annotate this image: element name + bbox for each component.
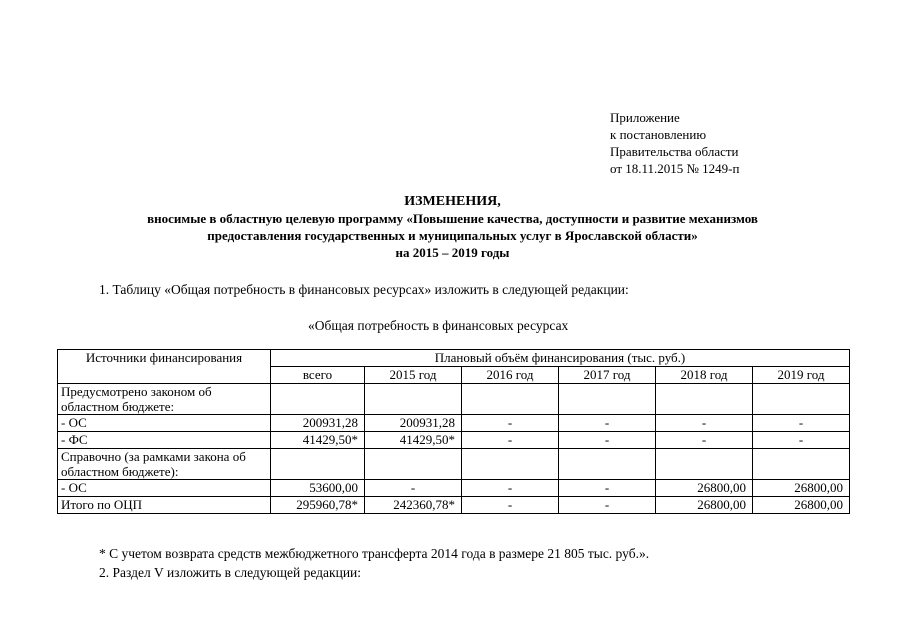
title-line-3: на 2015 – 2019 годы bbox=[395, 245, 510, 260]
header-col: 2019 год bbox=[753, 367, 850, 384]
header-planned: Плановый объём финансирования (тыс. руб.) bbox=[271, 350, 850, 367]
table-cell: 200931,28 bbox=[365, 415, 462, 432]
table-cell: - bbox=[656, 432, 753, 449]
table-cell: - bbox=[753, 432, 850, 449]
document-title bbox=[0, 193, 905, 261]
table-cell bbox=[656, 449, 753, 480]
appendix-line: Приложение bbox=[610, 110, 680, 125]
table-cell bbox=[753, 384, 850, 415]
row-label: - ОС bbox=[58, 415, 271, 432]
table-cell: 200931,28 bbox=[271, 415, 365, 432]
row-label: - ФС bbox=[58, 432, 271, 449]
table-cell bbox=[271, 449, 365, 480]
appendix-line: Правительства области bbox=[610, 144, 739, 159]
header-col: 2017 год bbox=[559, 367, 656, 384]
table-cell: - bbox=[462, 432, 559, 449]
table-cell: 26800,00 bbox=[656, 480, 753, 497]
table-row bbox=[58, 480, 850, 497]
table-cell bbox=[753, 449, 850, 480]
table-cell: - bbox=[462, 480, 559, 497]
table-cell: - bbox=[559, 497, 656, 514]
table-cell bbox=[559, 384, 656, 415]
table-cell: 41429,50* bbox=[365, 432, 462, 449]
table-cell: - bbox=[656, 415, 753, 432]
header-col: 2015 год bbox=[365, 367, 462, 384]
table-cell: 26800,00 bbox=[753, 480, 850, 497]
title-line-1: вносимые в областную целевую программу «Повышение качества, доступности и развитие механизмов bbox=[147, 211, 758, 226]
header-sources: Источники финансирования bbox=[58, 350, 271, 384]
table-cell bbox=[462, 384, 559, 415]
paragraph-1: 1. Таблицу «Общая потребность в финансовых ресурсах» изложить в следующей редакции: bbox=[99, 282, 629, 297]
row-label: Предусмотрено законом об областном бюджете: bbox=[58, 384, 271, 415]
table-cell bbox=[271, 384, 365, 415]
table-cell: - bbox=[559, 480, 656, 497]
table-cell: 53600,00 bbox=[271, 480, 365, 497]
header-col: 2016 год bbox=[462, 367, 559, 384]
table-row bbox=[58, 497, 850, 514]
footnote: * С учетом возврата средств межбюджетного трансферта 2014 года в размере 21 805 тыс. руб.». bbox=[99, 546, 650, 561]
table-cell: 26800,00 bbox=[753, 497, 850, 514]
table-body bbox=[58, 384, 850, 514]
table-cell bbox=[365, 449, 462, 480]
table-cell bbox=[559, 449, 656, 480]
table-cell: 295960,78* bbox=[271, 497, 365, 514]
row-label: Справочно (за рамками закона об областном бюджете): bbox=[58, 449, 271, 480]
table-title: «Общая потребность в финансовых ресурсах bbox=[308, 318, 569, 333]
row-label: Итого по ОЦП bbox=[58, 497, 271, 514]
financing-table bbox=[57, 349, 850, 514]
table-cell: - bbox=[559, 415, 656, 432]
header-col: всего bbox=[271, 367, 365, 384]
appendix-block bbox=[610, 109, 739, 177]
table-cell bbox=[656, 384, 753, 415]
header-col: 2018 год bbox=[656, 367, 753, 384]
table-cell: 242360,78* bbox=[365, 497, 462, 514]
table-row bbox=[58, 449, 850, 480]
appendix-line: от 18.11.2015 № 1249-п bbox=[610, 161, 740, 176]
row-label: - ОС bbox=[58, 480, 271, 497]
table-cell: - bbox=[559, 432, 656, 449]
table-cell: 26800,00 bbox=[656, 497, 753, 514]
table-row bbox=[58, 384, 850, 415]
paragraph-2: 2. Раздел V изложить в следующей редакции: bbox=[99, 565, 362, 580]
table-cell: - bbox=[753, 415, 850, 432]
table-row bbox=[58, 415, 850, 432]
table-cell: - bbox=[365, 480, 462, 497]
table-cell bbox=[365, 384, 462, 415]
table-cell: - bbox=[462, 497, 559, 514]
table-cell: - bbox=[462, 415, 559, 432]
table-row bbox=[58, 432, 850, 449]
title-line-2: предоставления государственных и муниципальных услуг в Ярославской области» bbox=[207, 228, 698, 243]
table-cell: 41429,50* bbox=[271, 432, 365, 449]
table-cell bbox=[462, 449, 559, 480]
appendix-line: к постановлению bbox=[610, 127, 707, 142]
title-main: ИЗМЕНЕНИЯ, bbox=[404, 194, 501, 209]
